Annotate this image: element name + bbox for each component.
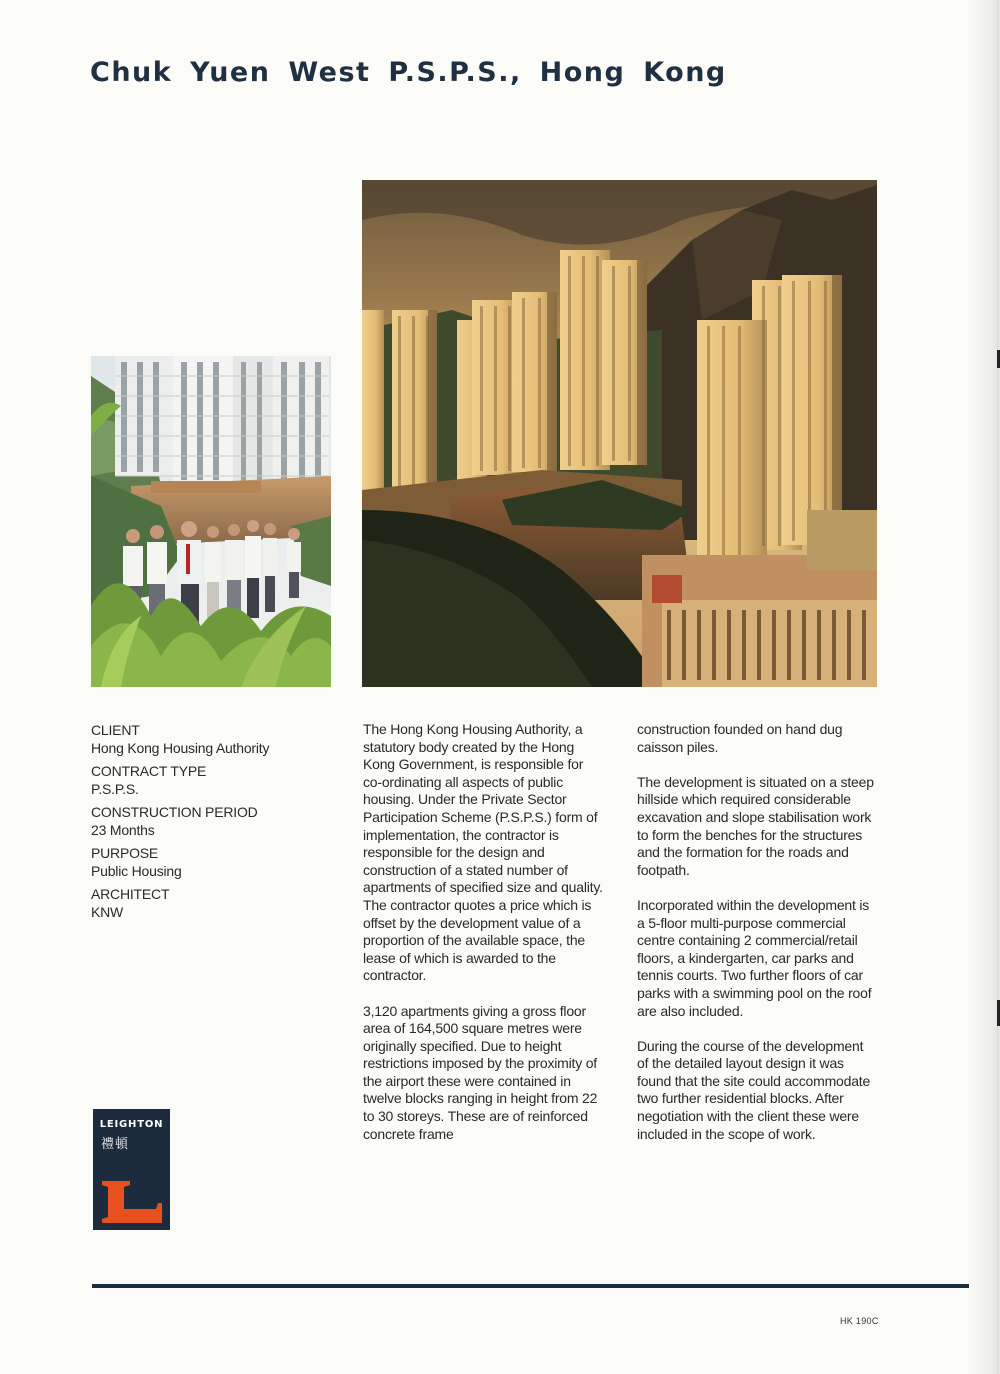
logo-l-mark-icon	[100, 1179, 163, 1223]
purpose-value: Public Housing	[91, 863, 182, 879]
footer-rule	[92, 1284, 969, 1288]
body-paragraph: Incorporated within the development is a 5-floor multi-purpose commercial centre containing 2 commercial/retail floors, a kindergarten, car parks and tennis courts. Two further floors of car parks with a swimming pool on the roof are also included.	[637, 896, 872, 1019]
document-code: HK 190C	[840, 1316, 879, 1326]
body-paragraph: The development is situated on a steep hillside which required considerable excavation and slope stabilisation work to form the benches for the structures and the formation for the roads and footpath.	[637, 773, 874, 878]
construction-period-label: CONSTRUCTION PERIOD	[91, 804, 258, 820]
client-label: CLIENT	[91, 722, 140, 738]
body-column-1	[363, 721, 603, 1161]
construction-period-value: 23 Months	[91, 822, 155, 838]
purpose-label: PURPOSE	[91, 845, 159, 861]
project-details	[91, 721, 331, 921]
page-edge-line	[997, 0, 998, 1374]
page-title: Chuk Yuen West P.S.P.S., Hong Kong	[90, 57, 727, 88]
client-value: Hong Kong Housing Authority	[91, 740, 270, 756]
contract-type-label: CONTRACT TYPE	[91, 763, 207, 779]
leighton-logo	[93, 1109, 170, 1230]
body-paragraph: 3,120 apartments giving a gross floor area of 164,500 square metres were originally specified. Due to height restrictions imposed by the proximity of the airport these were contained in twelve blocks ranging in height from 22 to 30 storeys. These are of reinforced concrete frame	[363, 1002, 598, 1142]
site-visit-photo	[91, 356, 331, 687]
logo-chinese-text: 禮頓	[101, 1137, 130, 1152]
page-edge-shadow	[968, 0, 1000, 1374]
logo-brand-text: LEIGHTON	[99, 1119, 164, 1130]
architect-label: ARCHITECT	[91, 886, 170, 902]
architect-value: KNW	[91, 904, 124, 920]
body-paragraph: During the course of the development of the detailed layout design it was found that the site could accommodate two further residential blocks. After negotiation with the client these were included in the scope of work.	[637, 1037, 871, 1142]
body-paragraph: construction founded on hand dug caisson piles.	[637, 721, 843, 755]
estate-photo	[362, 180, 877, 687]
body-paragraph: The Hong Kong Housing Authority, a statutory body created by the Hong Kong Government, is responsible for co-ordinating all aspects of public housing. Under the Private Sector Participation Scheme (P.S.P.S.) form of implementation, the contractor is responsible for the design and construction of a stated number of apartments of specified size and quality. The contractor quotes a price which is offset by the development value of a proportion of the available space, the lease of which is awarded to the contractor.	[363, 721, 603, 984]
body-column-2	[637, 721, 877, 1161]
contract-type-value: P.S.P.S.	[91, 781, 139, 797]
